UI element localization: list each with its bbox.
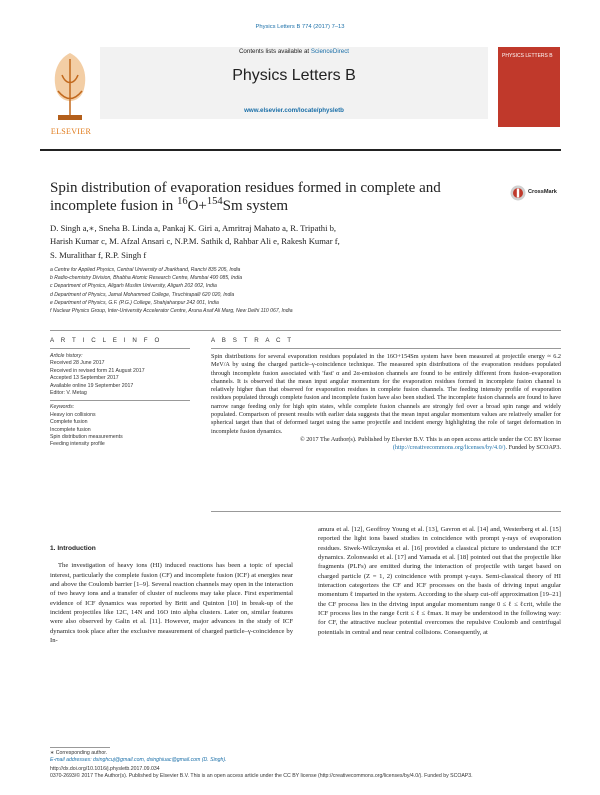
journal-name: Physics Letters B <box>232 67 356 84</box>
masthead-divider <box>40 149 561 151</box>
section-heading: 1. Introduction <box>50 545 96 552</box>
elsevier-logo[interactable] <box>40 45 100 127</box>
article-title: Spin distribution of evaporation residues formed in complete and incomplete fusion in $^{16}$O+$^{154}$Sm system <box>50 180 441 214</box>
info-inner-divider <box>50 400 190 401</box>
affiliation: e Department of Physics, G.F. (P.G.) College, Shahjahanpur 242 001, India <box>50 299 219 306</box>
abstract-bottom-divider <box>211 511 561 512</box>
cc-license-link[interactable]: (http://creativecommons.org/licenses/by/4.0/) <box>392 444 506 452</box>
affiliation: b Radio-chemistry Division, Bhabha Atomic Research Centre, Mumbai 400 085, India <box>50 275 243 282</box>
author-list <box>50 222 550 262</box>
author-line[interactable]: S. Muralithar f, R.P. Singh f <box>50 249 147 260</box>
right-column <box>318 525 561 637</box>
info-divider <box>50 348 190 349</box>
abstract-divider <box>211 348 561 349</box>
keywords-label: Keywords: <box>50 404 75 411</box>
abstract-body <box>211 353 561 453</box>
crossmark-badge[interactable] <box>510 183 560 213</box>
body-paragraph: The investigation of heavy ions (HI) induced reactions has been a topic of special interest, particularly the complete fusion (CF) and incomplete fusion (ICF) at energies near and above the Coulomb barrier [1–9]. Several reaction channels may open in the interaction of two heavy ions and a transfer of cluster of nucleons may take place. First experimental evidence of ICF dynamics was reported by Britt and Quinton [10] in break-up of the incident projectiles like 12C, 14N and 16O into alpha clusters. Later on, similar features were also observed by Galin et al. [11]. However, major advances in the study of ICF dynamics took place after the exclusive measurement of charged particle–γ-coincidence by In- <box>50 562 293 645</box>
left-column <box>50 544 293 645</box>
journal-url-link[interactable]: www.elsevier.com/locate/physletb <box>244 107 344 114</box>
cover-title: PHYSICS LETTERS B <box>502 53 553 59</box>
bottom-license: 0370-2693/© 2017 The Author(s). Published by Elsevier B.V. This is an open access article under the CC BY license (http://creativecommons.org/licenses/by/4.0/). Funded by SCOAP3. <box>50 773 473 779</box>
history-label: Article history: <box>50 353 83 359</box>
crossmark-label: CrossMark <box>528 189 557 195</box>
contents-line: Contents lists available at ScienceDirect <box>238 48 350 55</box>
body-paragraph: amura et al. [12], Geoffroy Young et al. [13], Gavron et al. [14] and, Westerberg et al. [15] reported the light ions based studies in coincidence with prompt γ-rays of evaporation residues. Siwek-Wilczynska et al. [16] provided a classical picture to understand the ICF dynamics. Zolonwaski et al. [17] and Yamada et al. [18] pointed out that the projectile like fragments (PLFs) are emitted during the interaction of projectile with target based on charged particle (Z = 1, 2) coincidence with prompt γ-rays. Semi-classical theory of HI interaction categorizes the CF and ICF processes on the basis of driving input angular momentum ℓ imparted in the system. According to the sharp cut-off approximation [19–21] the CF process lies in the driving input angular momentum range 0 ≤ ℓ ≤ ℓcrit, while the ICF process lies in the range ℓcrit ≤ ℓ ≤ ℓmax. It may be understood in the following way: for CF, the attractive nuclear potential overcomes the repulsive Coulomb and centrifugal potentials in central and near central collisions. Consequently, at <box>318 526 561 636</box>
journal-masthead <box>40 35 561 140</box>
article-info-heading: A R T I C L E I N F O <box>50 337 162 344</box>
front-matter-divider <box>50 330 561 331</box>
keyword: Spin distribution measurements <box>50 434 123 441</box>
history-item: Received 28 June 2017 <box>50 360 105 367</box>
abstract-text: Spin distributions for several evaporation residues populated in the 16O+154Sm system have been measured at projectile energy ≈ 6.2 MeV/A by using the charged particle–γ-coincidence technique. The measured spin distributions of the evaporation residues populated through incomplete fusion associated with 'fast' α and 2α-emission channels are found to be entirely different from fusion–evaporation channels. It is observed that the mean input angular momentum for the evaporation residues formed in incomplete fusion channel is relatively higher than that observed for evaporation residues in complete fusion channels. The feeding intensity profile of evaporation residues populated through complete fusion and incomplete fusion have also been studied. The incomplete fusion channels are found to have narrow range feeding only for high spin states, while complete fusion channels are strongly fed over a broad spin range and widely populated. Comparison of present results with earlier data suggests that the mean input angular momentum values are relatively smaller for spherical target than that of deformed target using the same projectile and incident energy highlighting the role of target deformation in incomplete fusion dynamics. <box>211 353 561 435</box>
history-item: Available online 19 September 2017 <box>50 382 134 389</box>
affiliation: f Nuclear Physics Group, Inter-University Accelerator Centre, Aruna Asaf Ali Marg, New Delhi 110 067, India <box>50 308 293 315</box>
email-addresses[interactable]: E-mail addresses: dsinghcuj@gmail.com, dsinghiuac@gmail.com (D. Singh). <box>50 757 227 764</box>
journal-cover-image[interactable] <box>498 47 560 127</box>
author-line[interactable]: D. Singh a,∗, Sneha B. Linda a, Pankaj K. Giri a, Amritraj Mahato a, R. Tripathi b, <box>50 223 337 233</box>
footnotes <box>50 750 293 764</box>
license-statement: © 2017 The Author(s). Published by Elsevier B.V. This is an open access article under the CC BY license (http://creativecommons.org/licenses/by/4.0/). Funded by SCOAP3. <box>299 435 561 452</box>
affiliation-list <box>50 266 550 315</box>
crossmark-icon <box>510 185 526 201</box>
journal-citation[interactable]: Physics Letters B 774 (2017) 7–13 <box>255 24 345 30</box>
doi-link[interactable]: http://dx.doi.org/10.1016/j.physletb.2017.09.034 <box>50 766 160 772</box>
sciencedirect-link[interactable]: ScienceDirect <box>310 48 350 55</box>
affiliation: a Centre for Applied Physics, Central University of Jharkhand, Ranchi 835 205, India <box>50 267 241 273</box>
keyword: Heavy ion collisions <box>50 411 96 418</box>
history-item: Editor: V. Metag <box>50 390 87 397</box>
history-item: Received in revised form 21 August 2017 <box>50 367 145 374</box>
keyword: Complete fusion <box>50 419 88 426</box>
affiliation: d Department of Physics, Jamal Mohammed College, Tiruchirapalli 620 020, India <box>50 291 235 298</box>
history-item: Accepted 13 September 2017 <box>50 375 119 382</box>
corresponding-author-note: ∗ Corresponding author. <box>50 750 108 756</box>
footnote-divider <box>50 747 110 748</box>
elsevier-wordmark: ELSEVIER <box>50 127 92 136</box>
affiliation: c Department of Physics, Aligarh Muslim University, Aligarh 202 002, India <box>50 283 217 290</box>
abstract-heading: A B S T R A C T <box>211 337 294 344</box>
article-info <box>50 353 190 449</box>
author-line[interactable]: Harish Kumar c, M. Afzal Ansari c, N.P.M. Sathik d, Rahbar Ali e, Rakesh Kumar f, <box>50 236 340 247</box>
keyword: Incomplete fusion <box>50 426 91 433</box>
keyword: Feeding intensity profile <box>50 441 105 448</box>
